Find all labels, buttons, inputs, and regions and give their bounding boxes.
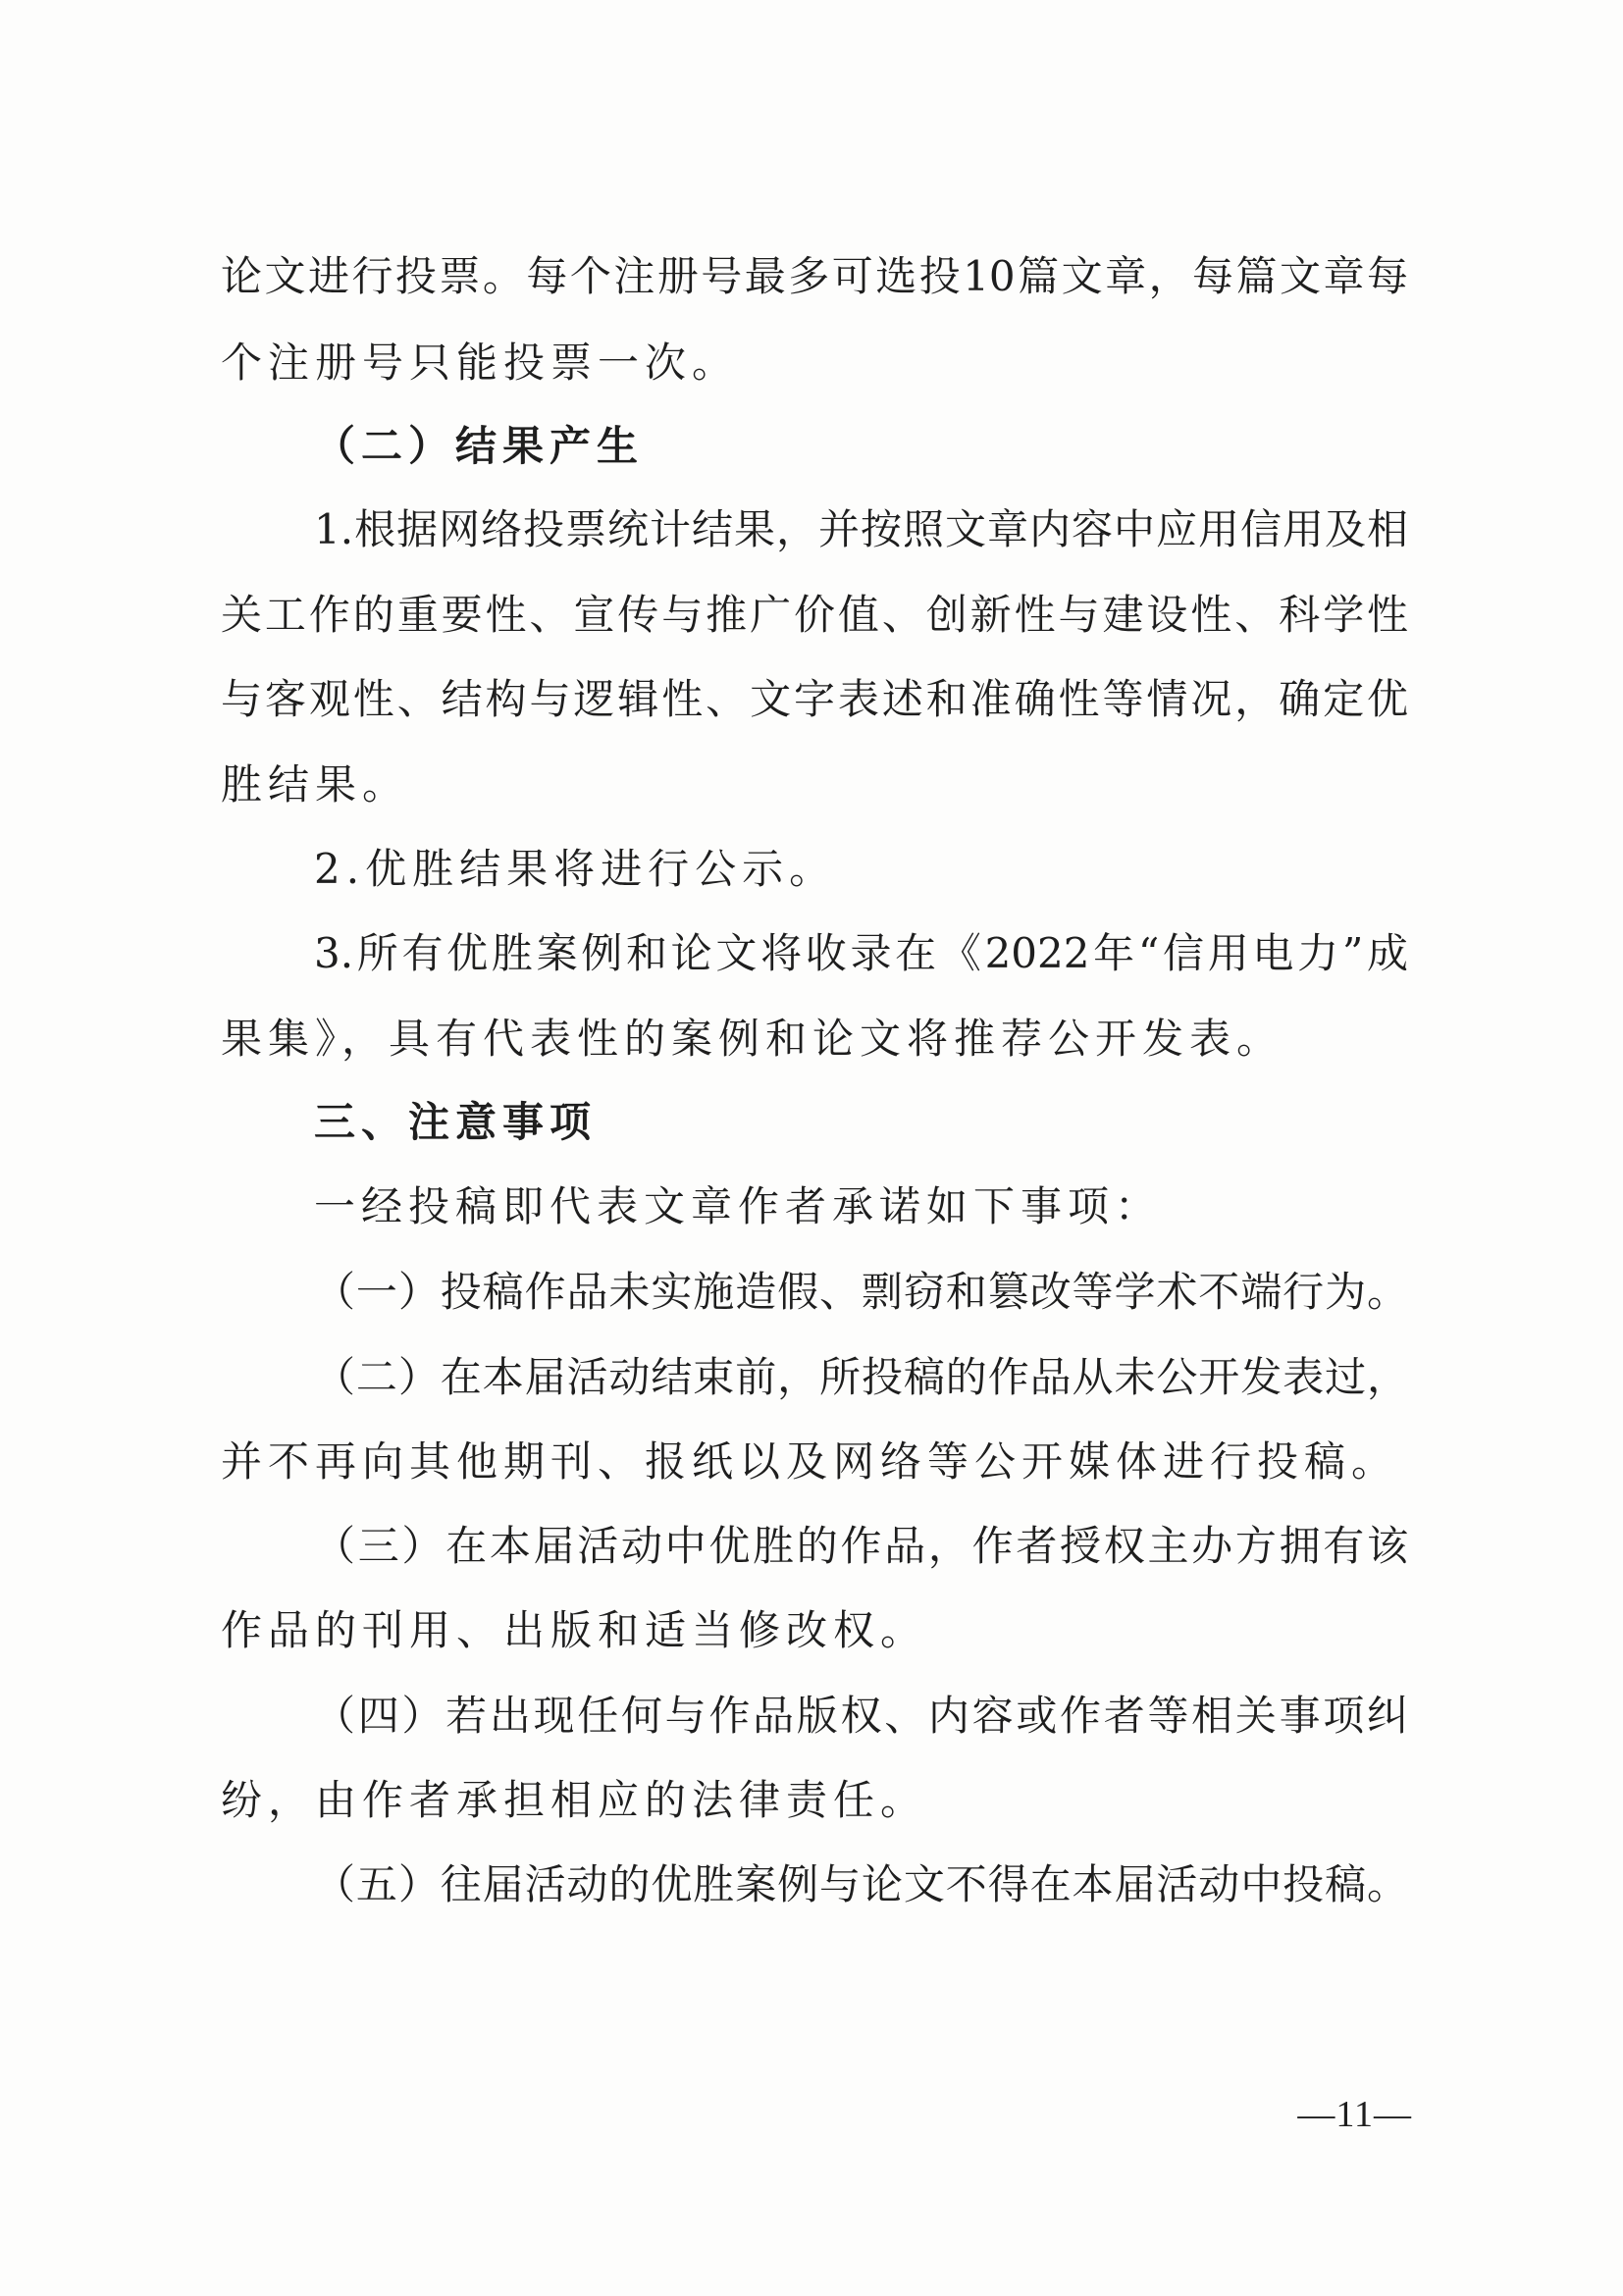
body-line: 关工作的重要性、宣传与推广价值、创新性与建设性、科学性 [221, 591, 1408, 639]
list-item: （五）往届活动的优胜案例与论文不得在本届活动中投稿。 [314, 1860, 1408, 1908]
body-line: 个注册号只能投票一次。 [221, 339, 740, 387]
body-line: 2.优胜结果将进行公示。 [314, 845, 837, 893]
body-line: 与客观性、结构与逻辑性、文字表述和准确性等情况，确定优 [221, 675, 1408, 723]
body-line: 果集》，具有代表性的案例和论文将推荐公开发表。 [221, 1015, 1284, 1063]
body-line: 一经投稿即代表文章作者承诺如下事项： [314, 1182, 1163, 1230]
section-subheading: （二）结果产生 [314, 422, 645, 470]
section-heading: 三、注意事项 [314, 1098, 598, 1146]
list-item: （二）在本届活动结束前，所投稿的作品从未公开发表过， [314, 1353, 1408, 1401]
body-line: 论文进行投票。每个注册号最多可选投10篇文章，每篇文章每 [221, 252, 1408, 300]
body-line: 1.根据网络投票统计结果，并按照文章内容中应用信用及相 [314, 505, 1408, 553]
page-number: —11— [1297, 2094, 1412, 2135]
list-item: （四）若出现任何与作品版权、内容或作者等相关事项纠 [314, 1692, 1408, 1740]
list-item: （一）投稿作品未实施造假、剽窃和篡改等学术不端行为。 [314, 1268, 1408, 1316]
body-line: 并不再向其他期刊、报纸以及网络等公开媒体进行投稿。 [221, 1437, 1399, 1486]
list-item: （三）在本届活动中优胜的作品，作者授权主办方拥有该 [314, 1522, 1408, 1570]
body-line: 作品的刊用、出版和适当修改权。 [221, 1606, 928, 1654]
body-line: 胜结果。 [221, 760, 410, 809]
body-line: 纷，由作者承担相应的法律责任。 [221, 1776, 928, 1824]
body-line: 3.所有优胜案例和论文将收录在《2022年“信用电力”成 [314, 929, 1408, 977]
